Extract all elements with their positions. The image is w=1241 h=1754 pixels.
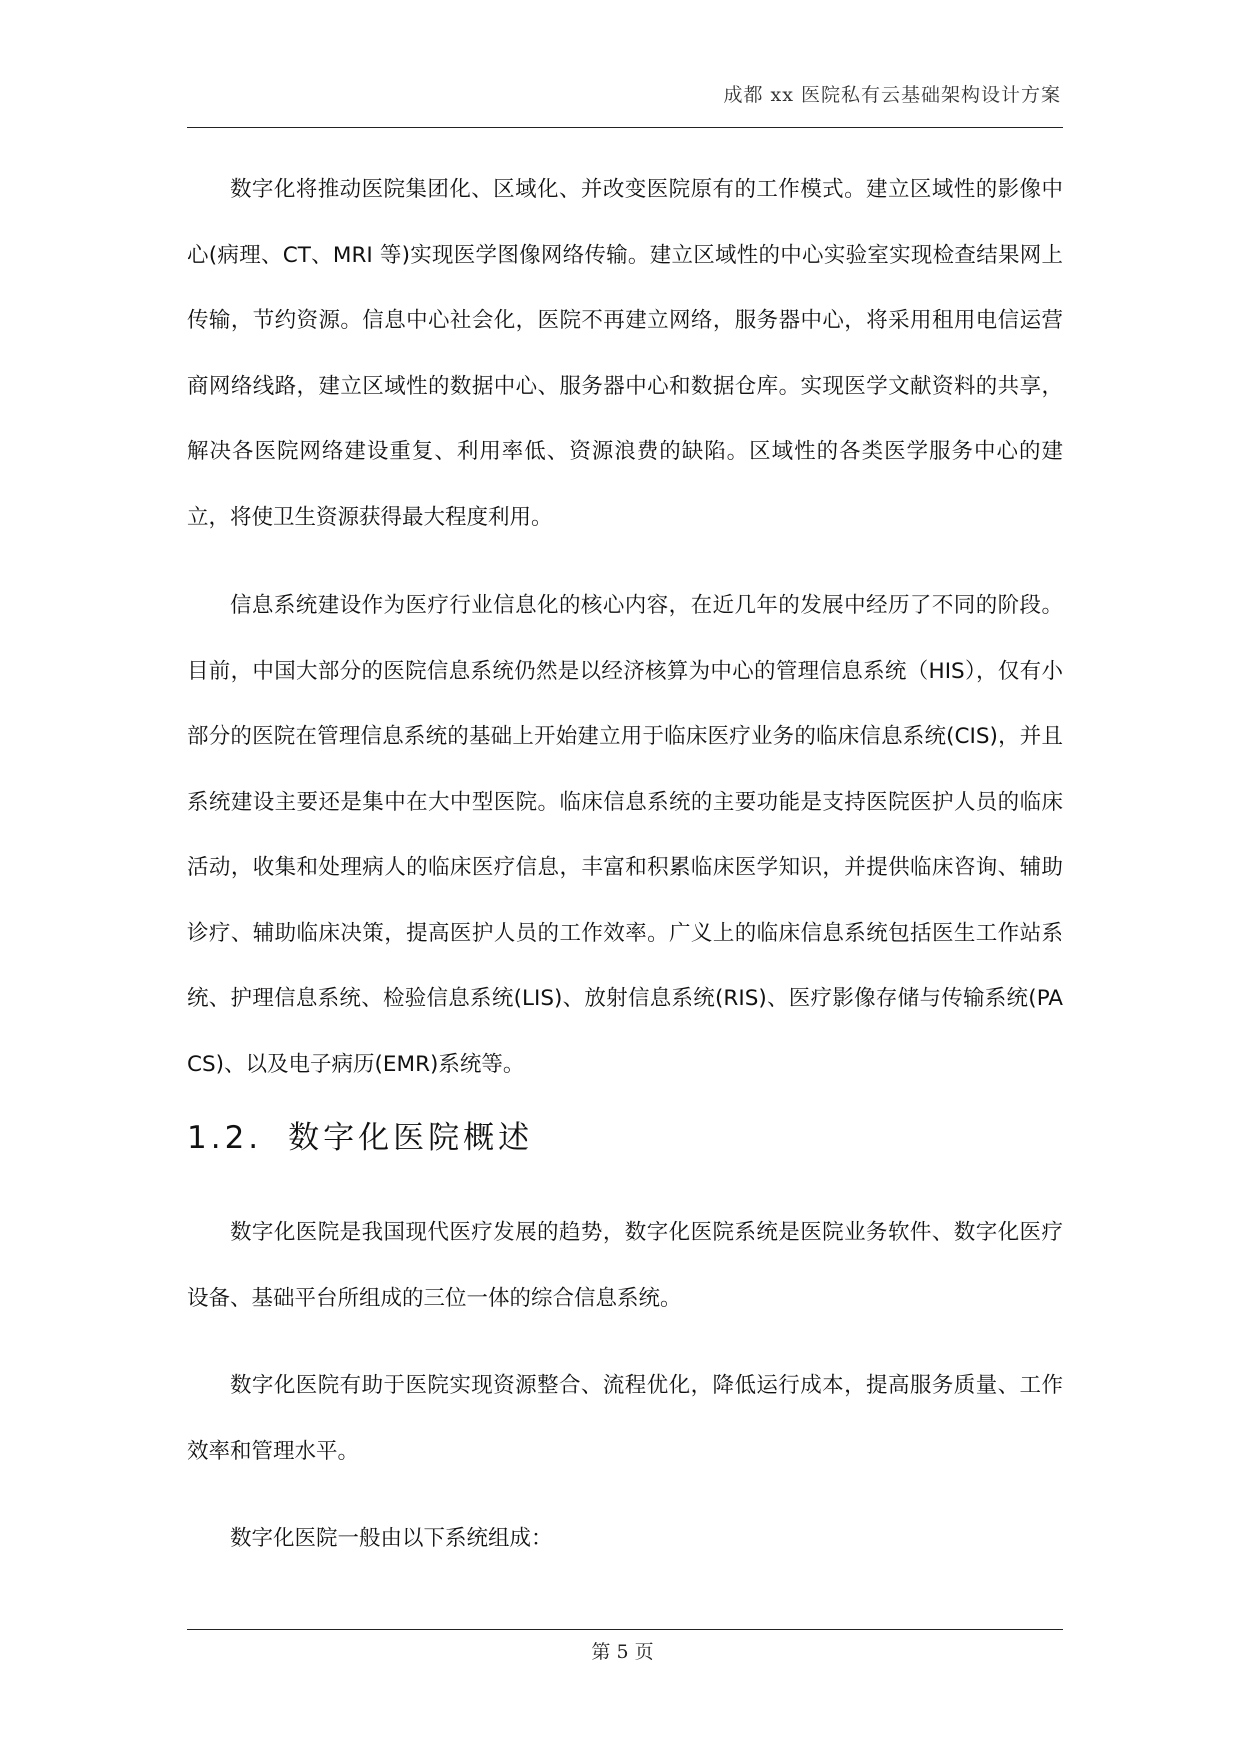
paragraph-spacer xyxy=(187,550,1063,573)
header-rule xyxy=(187,127,1063,128)
body-paragraph: 数字化将推动医院集团化、区域化、并改变医院原有的工作模式。建立区域性的影像中心(病理、CT、MRI 等)实现医学图像网络传输。建立区域性的中心实验室实现检查结果网上传输，节约资源。信息中心社会化，医院不再建立网络，服务器中心，将采用租用电信运营商网络线路，建立区域性的数据中心、服务器中心和数据仓库。实现医学文献资料的共享，解决各医院网络建设重复、利用率低、资源浪费的缺陷。区域性的各类医学服务中心的建立，将使卫生资源获得最大程度利用。 xyxy=(187,177,1063,530)
paragraph-spacer xyxy=(187,1331,1063,1353)
page-header-title: 成都 xx 医院私有云基础架构设计方案 xyxy=(723,84,1061,106)
section-number: 1.2. xyxy=(187,1120,263,1156)
page-number: 第 5 页 xyxy=(591,1641,654,1663)
footer-rule xyxy=(187,1629,1063,1630)
section-heading xyxy=(187,1118,1063,1158)
section-title: 数字化医院概述 xyxy=(288,1120,534,1156)
paragraph-spacer xyxy=(187,1158,1063,1200)
paragraph-spacer xyxy=(187,1484,1063,1506)
paragraph-spacer xyxy=(187,1097,1063,1118)
body-paragraph: 数字化医院一般由以下系统组成： xyxy=(230,1526,553,1551)
body-paragraph: 数字化医院有助于医院实现资源整合、流程优化，降低运行成本，提高服务质量、工作效率和管理水平。 xyxy=(187,1373,1063,1464)
body-paragraph: 数字化医院是我国现代医疗发展的趋势，数字化医院系统是医院业务软件、数字化医疗设备、基础平台所组成的三位一体的综合信息系统。 xyxy=(187,1220,1063,1311)
page-body xyxy=(187,157,1063,1572)
body-paragraph: 信息系统建设作为医疗行业信息化的核心内容，在近几年的发展中经历了不同的阶段。目前，中国大部分的医院信息系统仍然是以经济核算为中心的管理信息系统（HIS），仅有小部分的医院在管理信息系统的基础上开始建立用于临床医疗业务的临床信息系统(CIS)，并且系统建设主要还是集中在大中型医院。临床信息系统的主要功能是支持医院医护人员的临床活动，收集和处理病人的临床医疗信息，丰富和积累临床医学知识，并提供临床咨询、辅助诊疗、辅助临床决策，提高医护人员的工作效率。广义上的临床信息系统包括医生工作站系统、护理信息系统、检验信息系统(LIS)、放射信息系统(RIS)、医疗影像存储与传输系统(PACS)、以及电子病历(EMR)系统等。 xyxy=(187,593,1063,1077)
